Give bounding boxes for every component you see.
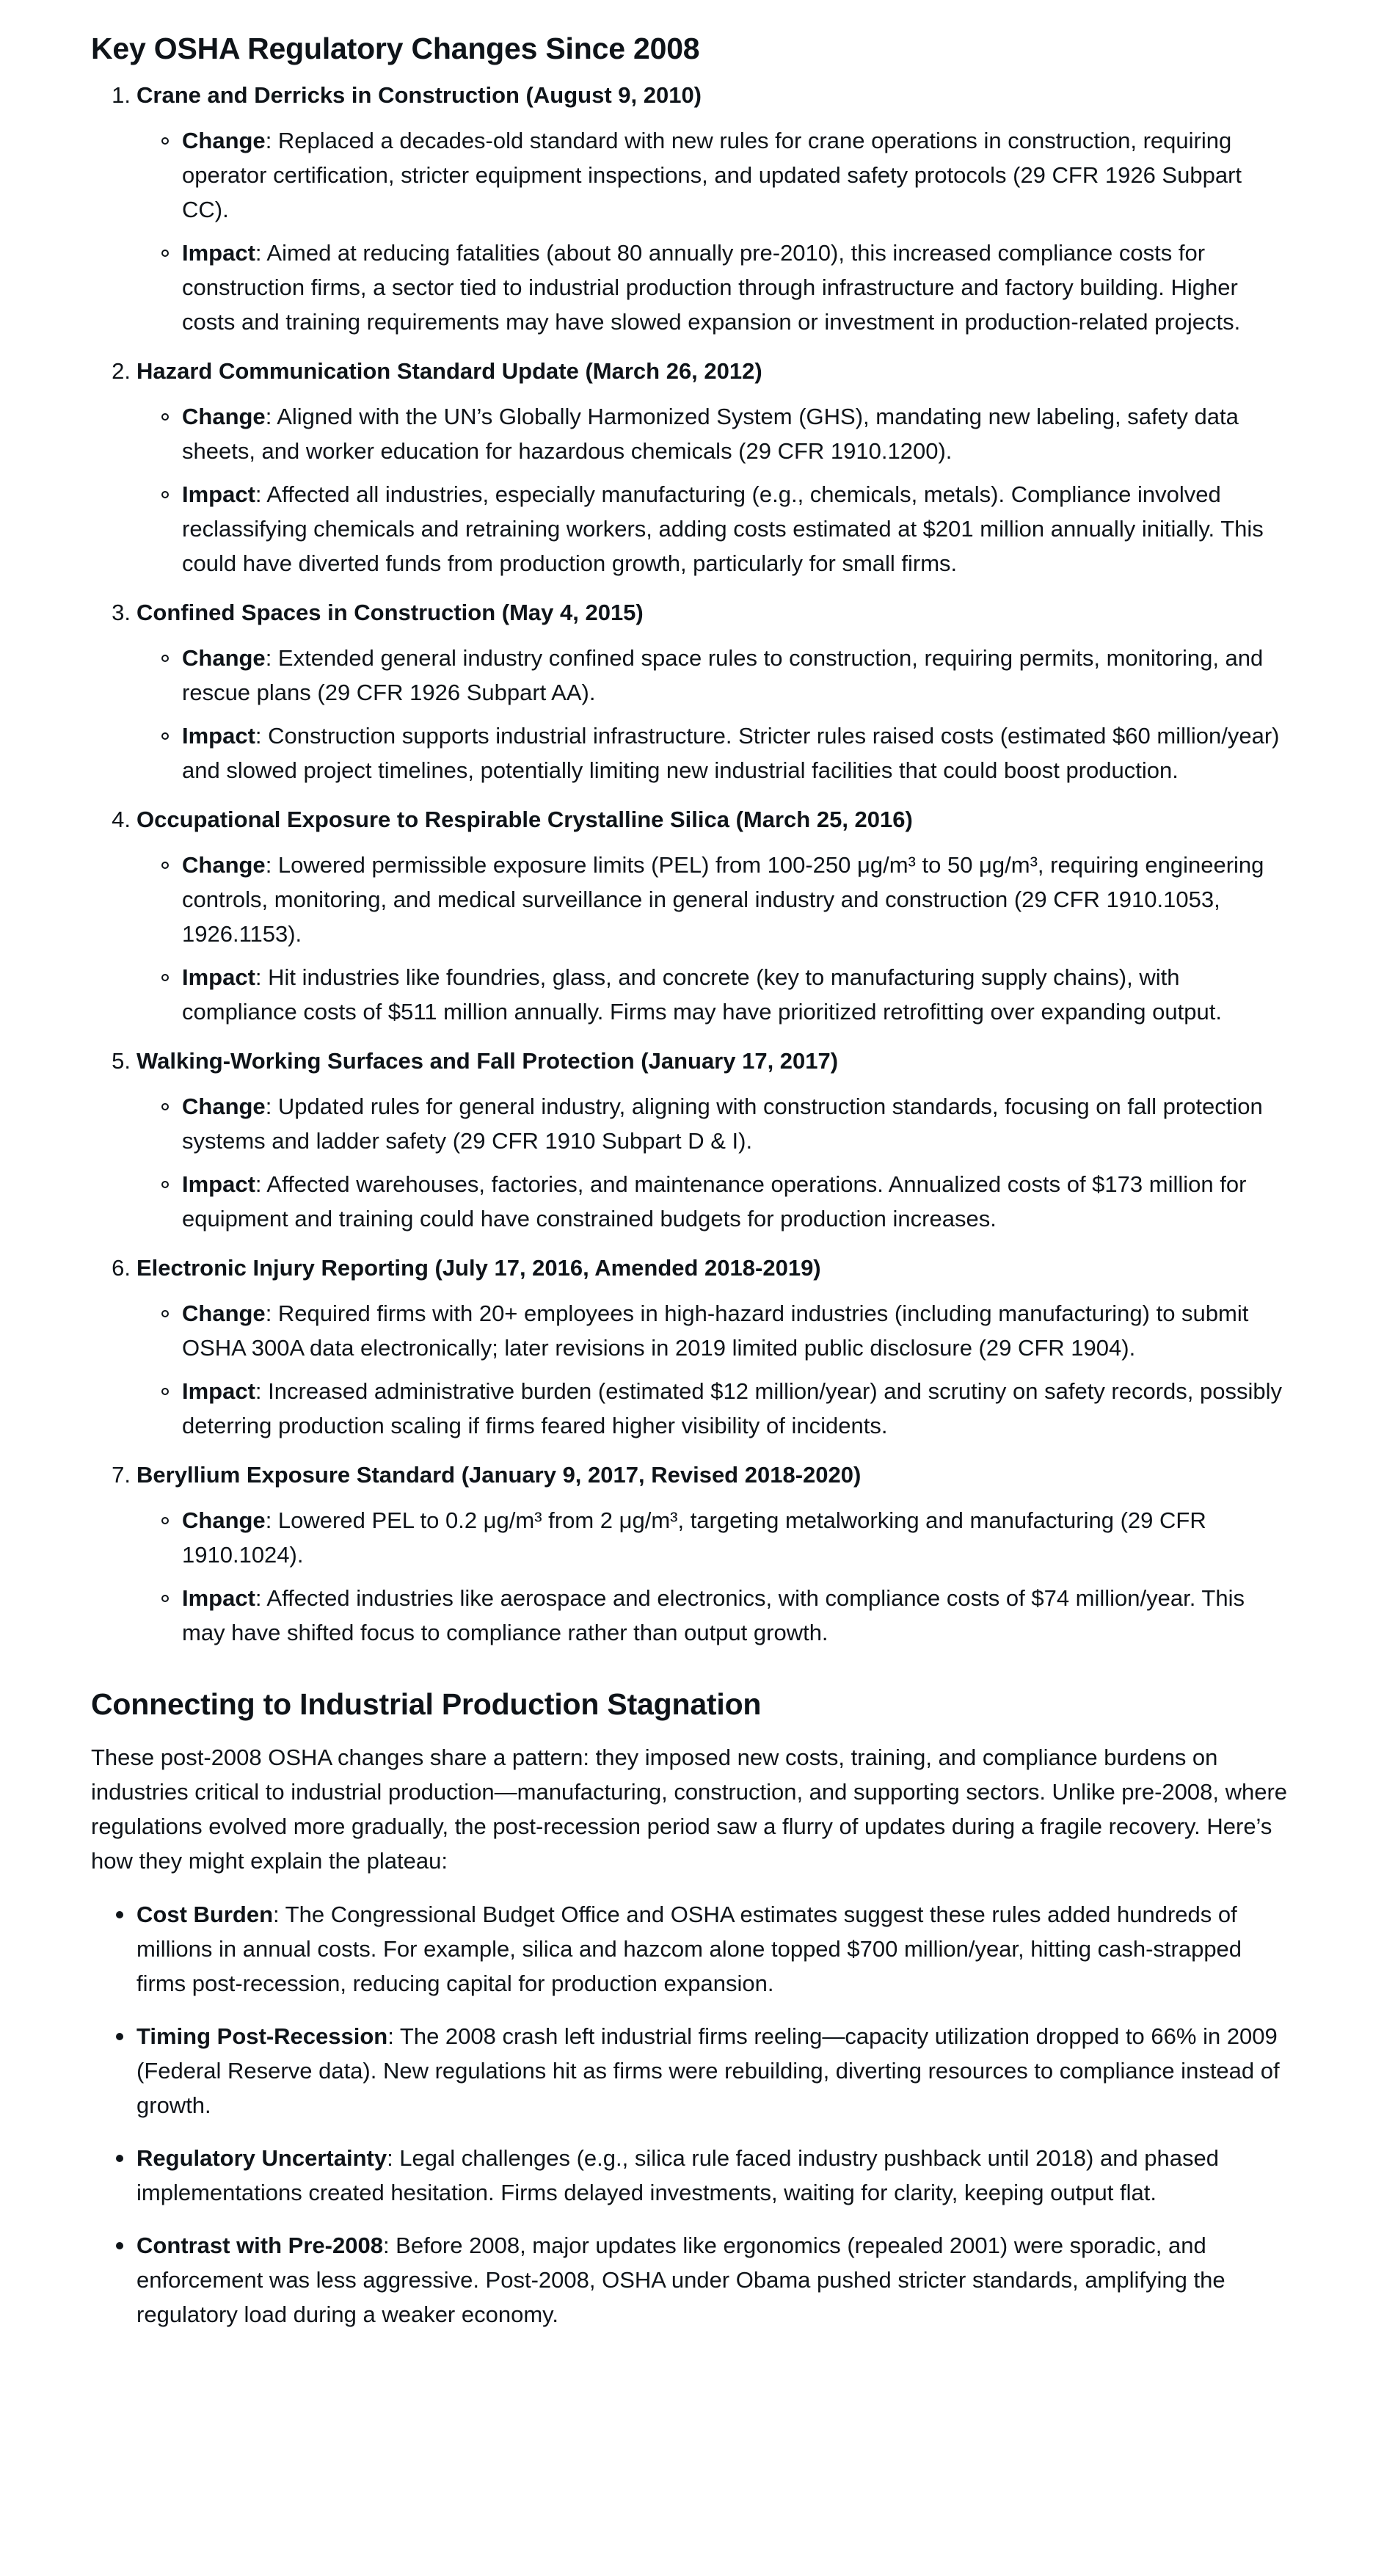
impact-label: Impact <box>182 723 255 749</box>
change-label: Change <box>182 645 266 671</box>
impact-detail <box>182 1167 1293 1236</box>
impact-detail <box>182 960 1293 1029</box>
change-label: Change <box>182 1094 266 1119</box>
item-number: 2. <box>112 358 131 384</box>
item-title: Crane and Derricks in Construction (August 9, 2010) <box>136 82 702 108</box>
list-item <box>112 1251 1293 1443</box>
impact-detail <box>182 236 1293 339</box>
point-text: : Before 2008, major updates like ergonomics (repealed 2001) were sporadic, and enforcement was less aggressive. Post-2008, OSHA under Obama pushed stricter standards, amplifying the regulatory load during a weaker economy. <box>136 2233 1225 2327</box>
point-label: Timing Post-Recession <box>136 2023 388 2049</box>
item-number: 4. <box>112 807 131 832</box>
item-title: Electronic Injury Reporting (July 17, 2016, Amended 2018-2019) <box>136 1255 821 1281</box>
impact-label: Impact <box>182 481 255 507</box>
impact-text: : Affected industries like aerospace and electronics, with compliance costs of $74 million/year. This may have shifted focus to compliance rather than output growth. <box>182 1585 1245 1645</box>
item-number: 7. <box>112 1462 131 1488</box>
point-text: : The Congressional Budget Office and OSHA estimates suggest these rules added hundreds of millions in annual costs. For example, silica and hazcom alone topped $700 million/year, hitting cash-strapped firms post-recession, reducing capital for production expansion. <box>136 1902 1242 1996</box>
change-label: Change <box>182 852 266 878</box>
item-title: Occupational Exposure to Respirable Crystalline Silica (March 25, 2016) <box>136 807 913 832</box>
list-item <box>112 1044 1293 1236</box>
item-number: 6. <box>112 1255 131 1281</box>
change-label: Change <box>182 1300 266 1326</box>
change-detail <box>182 1089 1293 1158</box>
change-label: Change <box>182 1507 266 1533</box>
explanation-list <box>91 1897 1293 2332</box>
impact-text: : Affected warehouses, factories, and maintenance operations. Annualized costs of $173 million for equipment and training could have constrained budgets for production increases. <box>182 1171 1247 1231</box>
change-text: : Replaced a decades-old standard with new rules for crane operations in construction, requiring operator certification, stricter equipment inspections, and updated safety protocols (29 CFR 1926 Subpart CC). <box>182 128 1242 222</box>
impact-label: Impact <box>182 1378 255 1404</box>
point-label: Contrast with Pre-2008 <box>136 2233 383 2258</box>
list-item <box>112 78 1293 339</box>
list-item <box>112 354 1293 581</box>
item-title: Hazard Communication Standard Update (March 26, 2012) <box>136 358 762 384</box>
change-detail <box>182 1503 1293 1572</box>
list-item <box>112 802 1293 1029</box>
impact-text: : Increased administrative burden (estimated $12 million/year) and scrutiny on safety records, possibly deterring production scaling if firms feared higher visibility of incidents. <box>182 1378 1283 1438</box>
impact-label: Impact <box>182 1585 255 1611</box>
item-title: Walking-Working Surfaces and Fall Protection (January 17, 2017) <box>136 1048 839 1074</box>
impact-text: : Construction supports industrial infrastructure. Stricter rules raised costs (estimated $60 million/year) and slowed project timelines, potentially limiting new industrial facilities that could boost production. <box>182 723 1280 783</box>
page-title: Key OSHA Regulatory Changes Since 2008 <box>91 32 700 65</box>
change-text: : Lowered PEL to 0.2 μg/m³ from 2 μg/m³, targeting metalworking and manufacturing (29 CFR 1910.1024). <box>182 1507 1206 1568</box>
change-label: Change <box>182 404 266 429</box>
list-item <box>136 1897 1293 2001</box>
list-item <box>136 2019 1293 2122</box>
point-text: : Legal challenges (e.g., silica rule faced industry pushback until 2018) and phased implementations created hesitation. Firms delayed investments, waiting for clarity, keeping output flat. <box>136 2145 1220 2205</box>
change-detail <box>182 1296 1293 1365</box>
list-item <box>136 2228 1293 2332</box>
impact-detail <box>182 718 1293 787</box>
impact-text: : Aimed at reducing fatalities (about 80 annually pre-2010), this increased compliance costs for construction firms, a sector tied to industrial production through infrastructure and factory building. Higher costs and training requirements may have slowed expansion or investment in production-related projects. <box>182 240 1241 335</box>
impact-detail <box>182 1374 1293 1443</box>
item-title: Confined Spaces in Construction (May 4, 2015) <box>136 600 644 625</box>
impact-detail <box>182 477 1293 581</box>
item-title: Beryllium Exposure Standard (January 9, 2017, Revised 2018-2020) <box>136 1462 862 1488</box>
list-item <box>112 595 1293 787</box>
impact-label: Impact <box>182 964 255 990</box>
change-label: Change <box>182 128 266 153</box>
section-intro: These post-2008 OSHA changes share a pattern: they imposed new costs, training, and compliance burdens on industries critical to industrial production—manufacturing, construction, and supporting sectors. Unlike pre-2008, where regulations evolved more gradually, the post-recession period saw a flurry of updates during a fragile recovery. Here’s how they might explain the plateau: <box>91 1744 1288 1874</box>
list-item <box>136 2141 1293 2210</box>
change-detail <box>182 641 1293 710</box>
change-detail <box>182 848 1293 951</box>
item-number: 3. <box>112 600 131 625</box>
change-text: : Extended general industry confined space rules to construction, requiring permits, monitoring, and rescue plans (29 CFR 1926 Subpart AA). <box>182 645 1264 705</box>
change-detail <box>182 399 1293 468</box>
change-text: : Lowered permissible exposure limits (PEL) from 100-250 μg/m³ to 50 μg/m³, requiring engineering controls, monitoring, and medical surveillance in general industry and construction (29 CFR 1910.1053, 1926.1153). <box>182 852 1264 947</box>
change-text: : Updated rules for general industry, aligning with construction standards, focusing on fall protection systems and ladder safety (29 CFR 1910 Subpart D & I). <box>182 1094 1263 1154</box>
change-detail <box>182 123 1293 227</box>
change-text: : Required firms with 20+ employees in high-hazard industries (including manufacturing) to submit OSHA 300A data electronically; later revisions in 2019 limited public disclosure (29 CFR 1904). <box>182 1300 1249 1361</box>
impact-label: Impact <box>182 1171 255 1197</box>
point-text: : The 2008 crash left industrial firms reeling—capacity utilization dropped to 66% in 2009 (Federal Reserve data). New regulations hit as firms were rebuilding, diverting resources to compliance instead of growth. <box>136 2023 1280 2118</box>
item-number: 1. <box>112 82 131 108</box>
change-text: : Aligned with the UN’s Globally Harmonized System (GHS), mandating new labeling, safety data sheets, and worker education for hazardous chemicals (29 CFR 1910.1200). <box>182 404 1239 464</box>
impact-label: Impact <box>182 240 255 266</box>
impact-detail <box>182 1581 1293 1650</box>
list-item <box>112 1458 1293 1650</box>
regulatory-changes-list <box>91 78 1293 1650</box>
impact-text: : Affected all industries, especially manufacturing (e.g., chemicals, metals). Compliance involved reclassifying chemicals and retraining workers, adding costs estimated at $201 million annually initially. This could have diverted funds from production growth, particularly for small firms. <box>182 481 1264 576</box>
impact-text: : Hit industries like foundries, glass, and concrete (key to manufacturing supply chains), with compliance costs of $511 million annually. Firms may have prioritized retrofitting over expanding output. <box>182 964 1222 1025</box>
point-label: Cost Burden <box>136 1902 273 1927</box>
item-number: 5. <box>112 1048 131 1074</box>
point-label: Regulatory Uncertainty <box>136 2145 387 2171</box>
section-heading: Connecting to Industrial Production Stagnation <box>91 1687 762 1721</box>
